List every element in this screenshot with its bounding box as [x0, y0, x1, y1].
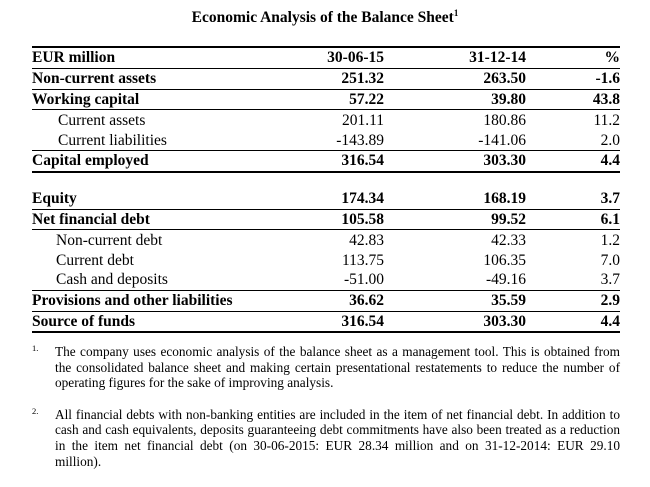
table-spacer: [32, 172, 620, 189]
row-value-2014: 42.33: [491, 231, 526, 249]
row-value-2015: 174.34: [264, 189, 384, 209]
row-percent: 4.4: [526, 150, 620, 171]
balance-sheet-table: [32, 46, 620, 333]
row-value-2015: 316.54: [264, 311, 384, 332]
row-label: Provisions and other liabilities: [32, 290, 264, 311]
table-header-row: [32, 47, 620, 68]
footnote: [32, 407, 620, 469]
page-title: [0, 8, 650, 27]
row-value-2014: 168.19: [384, 189, 526, 209]
row-percent: -1.6: [526, 68, 620, 89]
row-value-2014: 263.50: [384, 68, 526, 89]
row-value-2014: 106.35: [483, 251, 526, 269]
row-label: Equity: [32, 189, 264, 209]
table-row: [32, 290, 620, 311]
table-row: [32, 68, 620, 89]
footnote-text: All financial debts with non-banking entities are included in the item of net financial debt. In addition to cash and cash equivalents, deposits guaranteeing debt commitments have also been treated as a reduction in the item net financial debt (on 30-06-2015: EUR 28.34 million and on 31-12-2014: EUR 29.10 million).: [55, 406, 620, 469]
table-row: [32, 230, 620, 250]
row-percent: 3.7: [526, 189, 620, 209]
header-label: EUR million: [32, 47, 264, 68]
row-percent: 4.4: [526, 311, 620, 332]
row-value-2015: 36.62: [264, 290, 384, 311]
row-value-2015: 113.75: [341, 251, 384, 269]
row-percent: 2.9: [526, 290, 620, 311]
title-text: Economic Analysis of the Balance Sheet: [191, 9, 454, 26]
title-footnote-mark: 1: [453, 8, 459, 18]
row-percent: 7.0: [600, 251, 620, 269]
row-percent: 3.7: [526, 270, 620, 290]
row-label: Source of funds: [32, 311, 264, 332]
row-label: Capital employed: [32, 150, 264, 171]
row-value-2015: -51.00: [264, 270, 384, 290]
row-value-2014: 99.52: [384, 209, 526, 230]
row-value-2014: 180.86: [483, 111, 526, 129]
row-value-2015: 251.32: [264, 68, 384, 89]
row-label: Non-current debt: [56, 231, 163, 249]
row-value-2014: -141.06: [384, 130, 526, 150]
row-value-2015: 201.11: [341, 111, 384, 129]
table-row: [32, 311, 620, 332]
row-value-2015: 42.83: [349, 231, 384, 249]
table-row: [32, 130, 620, 150]
row-label: Non-current assets: [32, 68, 264, 89]
header-col-30-06-15: 30-06-15: [264, 47, 384, 68]
footnote: [32, 344, 620, 391]
row-value-2014: 303.30: [384, 311, 526, 332]
footnotes: [32, 344, 620, 485]
row-label: Working capital: [32, 89, 264, 110]
row-label: Current debt: [56, 251, 134, 269]
row-percent: 11.2: [593, 111, 620, 129]
row-value-2015: -143.89: [264, 130, 384, 150]
row-label: Net financial debt: [32, 209, 264, 230]
row-value-2015: 57.22: [264, 89, 384, 110]
row-percent: 43.8: [526, 89, 620, 110]
row-label: Current liabilities: [32, 130, 264, 150]
table-row: [32, 89, 620, 110]
footnote-text: The company uses economic analysis of the balance sheet as a management tool. This is obtained from the consolidated balance sheet and making certain presentational restatements to reduce the number of operating figures for the sake of improving analysis.: [55, 344, 620, 391]
row-label: Cash and deposits: [32, 270, 264, 290]
table-row: [32, 110, 620, 130]
row-value-2014: 39.80: [384, 89, 526, 110]
header-col-31-12-14: 31-12-14: [384, 47, 526, 68]
row-percent: 6.1: [526, 209, 620, 230]
table-row: [32, 209, 620, 230]
table-row: [32, 250, 620, 270]
row-percent: 1.2: [600, 231, 620, 249]
row-value-2015: 316.54: [264, 150, 384, 171]
footnote-mark: 2.: [32, 405, 39, 416]
row-value-2014: 35.59: [384, 290, 526, 311]
footnote-mark: 1.: [32, 343, 39, 353]
row-percent: 2.0: [526, 130, 620, 150]
header-col-percent: %: [526, 47, 620, 68]
row-value-2014: -49.16: [384, 270, 526, 290]
row-value-2014: 303.30: [384, 150, 526, 171]
table-row: [32, 270, 620, 290]
row-label: Current assets: [58, 111, 146, 129]
row-value-2015: 105.58: [264, 209, 384, 230]
table-row: [32, 189, 620, 209]
table-row: [32, 150, 620, 171]
